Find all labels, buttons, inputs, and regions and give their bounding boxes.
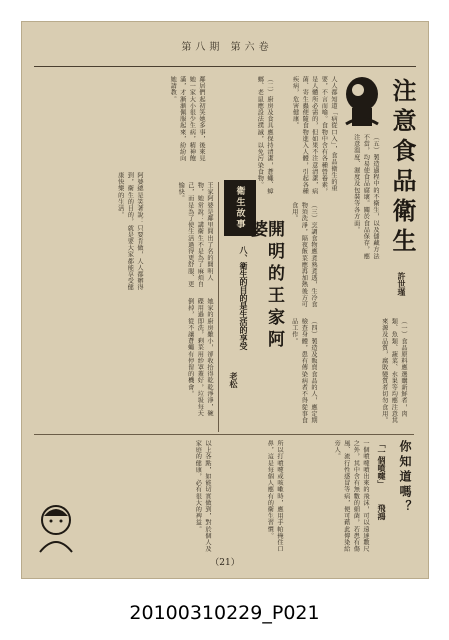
article3-body-2: 所以打噴嚏或咳嗽時，應用手帕掩住口鼻，這是每個人應有的衛生習慣。 — [266, 440, 283, 553]
article2-body-continued: 以上各點，如能切實做到，對於個人及家庭的健康，必有很大的裨益。 — [194, 440, 211, 553]
article2-body-1: 王家阿婆是鄰里間出了名的開明人物，她常說：講衛生不是為了麻煩自己，而是為了使生活過得更舒服、更愉快。 — [177, 182, 213, 288]
running-header: 第八期 第六卷 — [181, 42, 273, 53]
story-label-box: 衛生故事 — [224, 180, 256, 236]
article2-body-2: 她家的廚房雖小，卻收拾得乾乾淨淨，碗碟用過即洗，剩菜用紗罩蓋好，垃圾每天倒掉，從不讓蒼蠅有停留的機會。 — [186, 298, 213, 417]
article2-body-3: 鄰居們起初笑她多事，後來見她一家大小很少生病，精神飽滿，才漸漸佩服起來，紛紛向她請教。 — [169, 76, 205, 162]
article3-body-1: 一個噴嚏噴出來的飛沫，可以遠達數尺之外，其中含有無數的細菌，若患有傷風、流行性感冒等病，便可藉此傳染給旁人。 — [333, 440, 369, 553]
article1-title: 注意食品衛生 — [388, 78, 417, 258]
article3-title: 你知道嗎？ — [398, 440, 412, 515]
article2-title: 開明的王家阿婆 — [247, 220, 284, 352]
article1-body-5: （四）製造及販賣食品的人，應定期檢查身體，患有傳染病者不得從事食品工作。 — [290, 318, 317, 424]
article2-author: 老松 — [229, 372, 239, 388]
article2-subtitle: 八、衛生的目的是生活的享受 — [239, 246, 249, 350]
illustration-woman-icon — [36, 502, 76, 554]
article2-body-4: 阿婆總是笑著說：只要肯做，人人都辦得到，衛生的目的，就是要大家都能享受健康快樂的生活。 — [116, 172, 143, 291]
header-rule — [34, 66, 416, 67]
article1-body-4: （三）烹調食物應煮熟煮透，生冷食物須洗淨，隔夜飯菜應再加熱後方可食用。 — [290, 202, 317, 308]
illustration-figure-icon — [338, 74, 386, 130]
article1-body-3: （二）廚房及食具應保持清潔，蒼蠅、蟑螂、老鼠應設法撲滅，以免污染食物。 — [256, 76, 273, 195]
article1-body-2: （一）食品原料應選購新鮮者，肉類、魚類、蔬菜、水果等均應注意其來源及品質，腐敗變質者切勿食用。 — [380, 318, 407, 424]
article1-body-6: （五）製造過程中的不衛生，以及儲藏方法不當，均易使食品腐壞。關於食品保存，應注意溫度、濕度及包裝等各方面。 — [352, 134, 379, 260]
section-divider — [34, 434, 414, 435]
article3-author: 飛鴻 — [377, 504, 387, 520]
image-caption: 20100310229_P021 — [129, 602, 320, 624]
article1-body-1: 人人都知道「病從口入」，食品衛生的重要，不言而喻。食物中含有各種營養素，是人體所必需的，但如果不注意清潔，病菌、寄生蟲便隨食物進入人體，引起各種疾病，危害健康。 — [291, 76, 337, 195]
article3-subtitle: 「一個噴嚏」 — [377, 440, 387, 488]
magazine-page — [22, 22, 428, 578]
article1-author: 許世瑾 — [397, 272, 407, 296]
page-number: （21） — [210, 558, 240, 568]
column-divider — [218, 182, 219, 432]
